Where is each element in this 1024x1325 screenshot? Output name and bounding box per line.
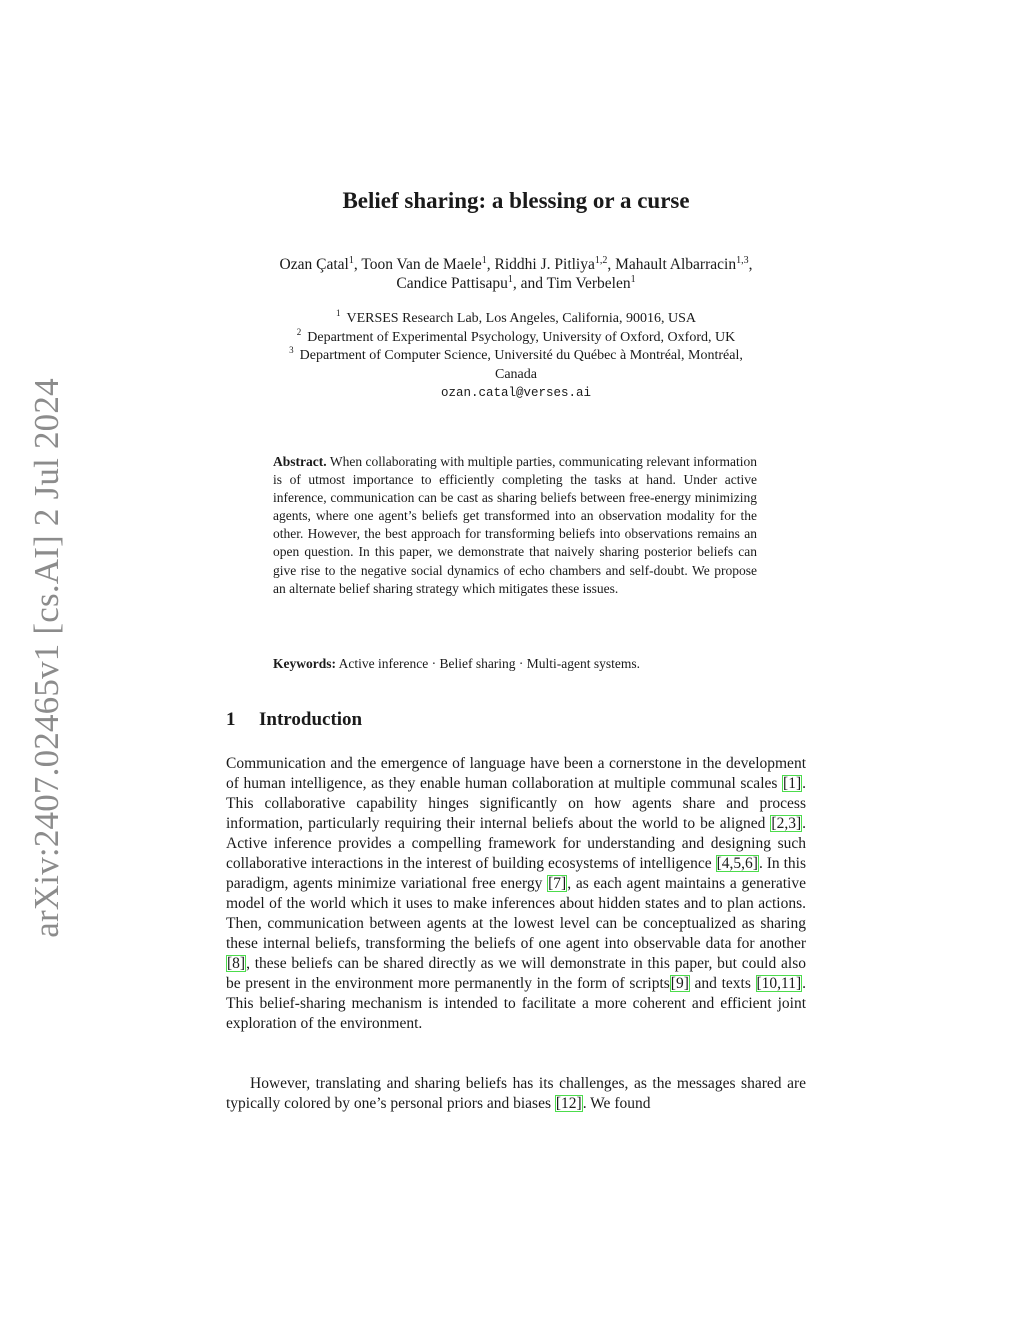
abstract-text: When collaborating with multiple parties, communicating relevant information is of utmost importance to efficiently completing the tasks at hand. Under active inference, communication can be cast as sharing beliefs between free-energy minimizing agents, where one agent’s beliefs get transformed into an observation modality for the other. However, the best approach for transforming beliefs into observations remains an open question. In this paper, we demonstrate that naively sharing posterior beliefs can give rise to the negative social dynamics of echo chambers and self-doubt. We propose an alternate belief sharing strategy which mitigates these issues. <box>273 454 757 596</box>
authors-connector: and <box>520 275 544 292</box>
author-name: Candice Pattisapu <box>396 275 508 292</box>
author-name: Tim Verbelen <box>546 275 631 292</box>
section-heading-introduction <box>226 709 362 731</box>
keywords-text: Active inference · Belief sharing · Multi-agent systems. <box>338 656 641 671</box>
abstract <box>273 453 757 598</box>
author-name: Riddhi J. Pitliya <box>494 256 595 273</box>
citation-link[interactable]: [4,5,6] <box>716 855 758 872</box>
arxiv-stamp-text: arXiv:2407.02465v1 [cs.AI] 2 Jul 2024 <box>27 378 66 938</box>
author-affil-sup: 1 <box>630 274 636 285</box>
citation-link[interactable]: [9] <box>670 975 689 992</box>
citation-link[interactable]: [1] <box>783 775 802 792</box>
author-name: Mahault Albarracin <box>615 256 737 273</box>
intro-paragraph-1: Communication and the emergence of language have been a cornerstone in the development of human intelligence, as they enable human collaboration at multiple communal scales [1]. This collaborative capability hinges significantly on how agents share and process information, particularly requiring their internal beliefs about the world to be aligned [2,3]. Active inference provides a compelling framework for understanding and designing such collaborative interactions in the interest of building ecosystems of intelligence [4,5,6]. In this paradigm, agents minimize variational free energy [7], as each agent maintains a generative model of the world which it uses to make inferences about hidden states and to plan actions. Then, communication between agents at the lowest level can be conceptualized as sharing these internal beliefs, transforming the beliefs of one agent into observable data for another [8], these beliefs can be shared directly as we will demonstrate in this paper, but could also be present in the environment more permanently in the form of scripts[9] and texts [10,11]. This belief-sharing mechanism is intended to facilitate a more coherent and efficient joint exploration of the environment. <box>226 755 807 1032</box>
affiliation-3: $^3$ Department of Computer Science, Université du Québec à Montréal, Montréal, <box>289 345 743 363</box>
affiliation-list <box>226 310 806 403</box>
section-title: Introduction <box>259 709 363 730</box>
affiliation-1: $^1$ VERSES Research Lab, Los Angeles, California, 90016, USA <box>335 308 697 326</box>
citation-link[interactable]: [8] <box>227 955 246 972</box>
author-name: Ozan Çatal <box>279 256 349 273</box>
author-affil-sup: 1 <box>507 274 513 285</box>
abstract-label: Abstract. <box>273 454 327 469</box>
affiliation-2: $^2$ Department of Experimental Psychology, University of Oxford, Oxford, UK <box>296 326 736 345</box>
keywords-label: Keywords: <box>273 656 336 671</box>
author-affil-sup: 1,2 <box>594 255 608 266</box>
citation-link[interactable]: [2,3] <box>771 815 802 832</box>
author-name: Toon Van de Maele <box>361 256 482 273</box>
author-affil-sup: 1,3 <box>736 255 749 266</box>
intro-paragraph-2: However, translating and sharing beliefs has its challenges, as the messages shared are typically colored by one’s personal priors and biases [12]. We found <box>226 1075 806 1112</box>
arxiv-identifier-stamp <box>27 378 67 938</box>
author-affil-sup: 1 <box>348 255 354 266</box>
affiliation-3-continued: Canada <box>495 366 537 382</box>
keywords <box>273 655 757 673</box>
contact-email[interactable]: ozan.catal@verses.ai <box>440 386 592 400</box>
author-list: Ozan Çatal$^1$, Toon Van de Maele$^1$, Riddhi J. Pitliya$^{1,2}$, Mahault Albarracin$^{1,3}$, Candice Pattisapu$^1$, and Tim Verbelen$^1$ <box>279 255 753 292</box>
citation-link[interactable]: [12] <box>555 1095 582 1112</box>
section-number: 1 <box>226 709 236 730</box>
paper-title: Belief sharing: a blessing or a curse <box>342 188 690 213</box>
citation-link[interactable]: [10,11] <box>756 975 802 992</box>
citation-link[interactable]: [7] <box>548 875 567 892</box>
author-affil-sup: 1 <box>481 255 487 266</box>
